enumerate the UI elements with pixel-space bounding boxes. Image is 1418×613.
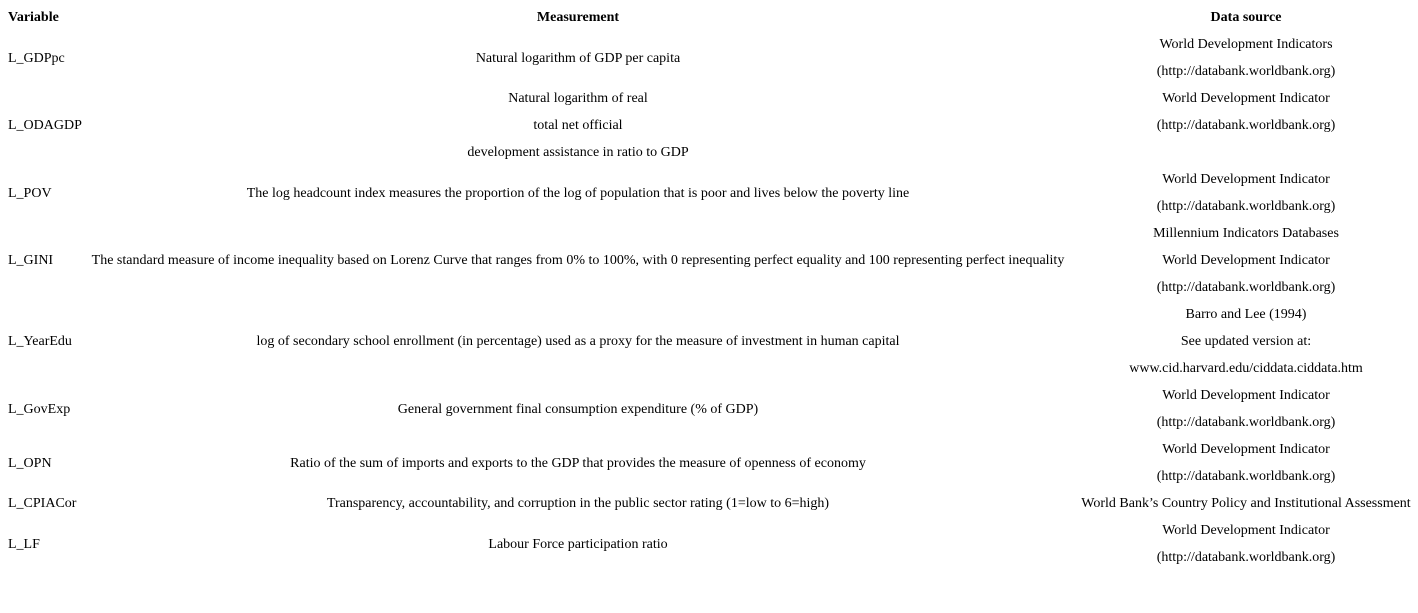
source-cell xyxy=(1074,220,1418,301)
measurement-cell xyxy=(82,301,1074,382)
source-cell xyxy=(1074,166,1418,220)
measurement-line: Labour Force participation ratio xyxy=(488,536,668,552)
measurement-cell xyxy=(82,166,1074,220)
measurement-line: total net official xyxy=(533,118,623,133)
table-row xyxy=(0,436,1418,490)
source-line: World Development Indicator xyxy=(1162,172,1330,187)
measurement-line: Natural logarithm of GDP per capita xyxy=(475,50,681,66)
measurement-cell xyxy=(82,490,1074,517)
variable-cell: L_ODAGDP xyxy=(8,118,82,133)
measurement-cell xyxy=(82,220,1074,301)
source-line: See updated version at: xyxy=(1180,334,1312,349)
source-line: (http://databank.worldbank.org) xyxy=(1156,415,1336,430)
table-row xyxy=(0,517,1418,571)
source-line: Barro and Lee (1994) xyxy=(1185,307,1307,322)
variable-cell: L_GDPpc xyxy=(8,50,65,66)
source-line: World Bank’s Country Policy and Institutional Assessment xyxy=(1081,496,1411,511)
source-cell xyxy=(1074,490,1418,517)
source-line xyxy=(1074,139,1418,166)
source-line: (http://databank.worldbank.org) xyxy=(1156,64,1336,79)
source-line: World Development Indicator xyxy=(1162,91,1330,106)
measurement-cell xyxy=(82,85,1074,166)
variable-cell: L_POV xyxy=(8,185,52,201)
measurement-line: The log headcount index measures the proportion of the log of population that is poor and lives below the poverty line xyxy=(246,185,910,201)
measurement-line: Transparency, accountability, and corruption in the public sector rating (1=low to 6=high) xyxy=(326,496,830,511)
variables-table xyxy=(0,4,1418,571)
source-line: (http://databank.worldbank.org) xyxy=(1156,550,1336,565)
variable-cell: L_CPIACor xyxy=(8,496,77,511)
table-row xyxy=(0,85,1418,166)
source-line: Millennium Indicators Databases xyxy=(1153,226,1339,241)
header-variable: Variable xyxy=(8,10,59,25)
source-line: World Development Indicator xyxy=(1162,442,1330,457)
source-line: World Development Indicators xyxy=(1159,37,1333,52)
table-row xyxy=(0,490,1418,517)
variable-cell: L_GovExp xyxy=(8,401,71,417)
source-cell xyxy=(1074,436,1418,490)
source-line: www.cid.harvard.edu/ciddata.ciddata.htm xyxy=(1129,361,1363,376)
source-line: (http://databank.worldbank.org) xyxy=(1156,199,1336,214)
measurement-line: The standard measure of income inequality based on Lorenz Curve that ranges from 0% to 100%, with 0 representing perfect equality and 100 representing perfect inequality xyxy=(91,253,1065,268)
table-row xyxy=(0,301,1418,382)
table-row xyxy=(0,31,1418,85)
source-cell xyxy=(1074,301,1418,382)
source-line: (http://databank.worldbank.org) xyxy=(1156,280,1336,295)
source-line: World Development Indicator xyxy=(1162,523,1330,538)
table-row xyxy=(0,220,1418,301)
measurement-cell xyxy=(82,382,1074,436)
variable-cell: L_YearEdu xyxy=(8,334,72,349)
variable-cell: L_GINI xyxy=(8,253,54,268)
source-line: World Development Indicator xyxy=(1162,388,1330,403)
measurement-line: Ratio of the sum of imports and exports to the GDP that provides the measure of openness of economy xyxy=(290,455,866,471)
measurement-line: General government final consumption expenditure (% of GDP) xyxy=(397,401,759,417)
measurement-line: log of secondary school enrollment (in percentage) used as a proxy for the measure of investment in human capital xyxy=(256,334,900,349)
source-line: (http://databank.worldbank.org) xyxy=(1156,118,1336,133)
variable-cell: L_LF xyxy=(8,536,40,552)
header-data-source: Data source xyxy=(1210,10,1282,25)
measurement-cell xyxy=(82,436,1074,490)
header-row xyxy=(0,4,1418,31)
measurement-line: development assistance in ratio to GDP xyxy=(467,145,689,160)
header-measurement: Measurement xyxy=(536,10,620,25)
measurement-cell xyxy=(82,31,1074,85)
variable-cell: L_OPN xyxy=(8,455,52,471)
source-cell xyxy=(1074,85,1418,166)
source-cell xyxy=(1074,382,1418,436)
source-line: (http://databank.worldbank.org) xyxy=(1156,469,1336,484)
source-cell xyxy=(1074,31,1418,85)
source-cell xyxy=(1074,517,1418,571)
variables-table-container xyxy=(0,4,1418,571)
table-row xyxy=(0,166,1418,220)
table-row xyxy=(0,382,1418,436)
measurement-cell xyxy=(82,517,1074,571)
source-line: World Development Indicator xyxy=(1162,253,1330,268)
measurement-line: Natural logarithm of real xyxy=(508,91,648,106)
